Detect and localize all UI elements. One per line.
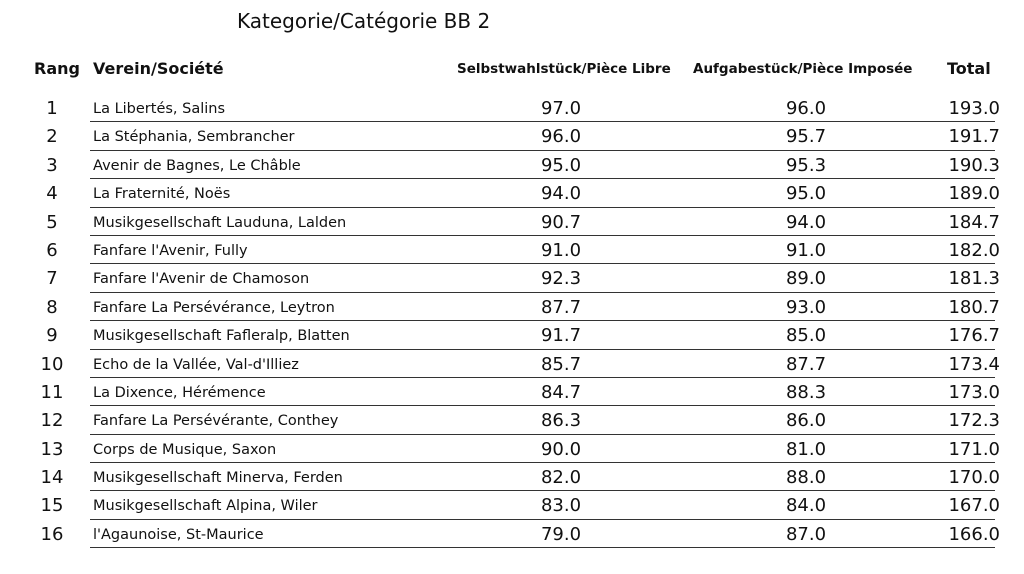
club-cell: Fanfare La Persévérante, Conthey [93, 413, 339, 430]
imposee-score-cell: 94.0 [785, 211, 827, 233]
imposee-score-cell: 87.7 [785, 353, 827, 375]
rank-cell: 14 [40, 467, 64, 489]
libre-score-cell: 83.0 [540, 495, 582, 517]
table-row [0, 463, 1024, 491]
libre-score-cell: 95.0 [540, 154, 582, 176]
libre-score-cell: 84.7 [540, 381, 582, 403]
imposee-score-cell: 86.0 [785, 410, 827, 432]
rank-cell: 10 [40, 353, 64, 375]
libre-score-cell: 85.7 [540, 353, 582, 375]
table-row [0, 94, 1024, 122]
table-row [0, 435, 1024, 463]
club-cell: Musikgesellschaft Minerva, Ferden [93, 470, 343, 487]
rank-cell: 6 [46, 239, 58, 261]
header-piece-libre: Selbstwahlstück/Pièce Libre [457, 61, 671, 77]
rank-cell: 4 [46, 183, 58, 205]
libre-score-cell: 91.0 [540, 239, 582, 261]
club-cell: Corps de Musique, Saxon [93, 441, 277, 458]
imposee-score-cell: 81.0 [785, 438, 827, 460]
header-total: Total [947, 59, 991, 78]
imposee-score-cell: 84.0 [785, 495, 827, 517]
header-piece-imposee: Aufgabestück/Pièce Imposée [693, 61, 913, 77]
imposee-score-cell: 87.0 [785, 523, 827, 545]
table-row [0, 179, 1024, 207]
imposee-score-cell: 95.7 [785, 126, 827, 148]
libre-score-cell: 86.3 [540, 410, 582, 432]
imposee-score-cell: 88.3 [785, 381, 827, 403]
imposee-score-cell: 91.0 [785, 239, 827, 261]
total-score-cell: 173.4 [948, 353, 1000, 375]
club-cell: La Libertés, Salins [93, 101, 226, 117]
table-row [0, 378, 1024, 406]
total-score-cell: 173.0 [948, 381, 1000, 403]
rank-cell: 13 [40, 438, 64, 460]
header-rank: Rang [34, 59, 80, 78]
imposee-score-cell: 85.0 [785, 325, 827, 347]
imposee-score-cell: 95.0 [785, 183, 827, 205]
club-cell: Musikgesellschaft Fafleralp, Blatten [93, 328, 350, 345]
club-cell: La Fraternité, Noës [93, 186, 231, 203]
rank-cell: 11 [40, 381, 64, 403]
rank-cell: 16 [40, 523, 64, 545]
total-score-cell: 193.0 [948, 98, 1000, 119]
table-row [0, 293, 1024, 321]
table-row [0, 491, 1024, 519]
table-row [0, 236, 1024, 264]
table-row [0, 264, 1024, 292]
club-cell: La Dixence, Hérémence [93, 384, 266, 401]
rank-cell: 5 [46, 211, 58, 233]
imposee-score-cell: 95.3 [785, 154, 827, 176]
libre-score-cell: 91.7 [540, 325, 582, 347]
rank-cell: 2 [46, 126, 58, 148]
libre-score-cell: 87.7 [540, 296, 582, 318]
table-row [0, 122, 1024, 150]
libre-score-cell: 82.0 [540, 467, 582, 489]
table-row [0, 520, 1024, 548]
rank-cell: 15 [40, 495, 64, 517]
club-cell: Fanfare La Persévérance, Leytron [93, 299, 335, 316]
libre-score-cell: 97.0 [540, 98, 582, 119]
rank-cell: 9 [46, 325, 58, 347]
libre-score-cell: 90.7 [540, 211, 582, 233]
club-cell: Fanfare l'Avenir, Fully [93, 242, 248, 259]
total-score-cell: 190.3 [948, 154, 1000, 176]
club-cell: l'Agaunoise, St-Maurice [93, 526, 264, 543]
club-cell: Fanfare l'Avenir de Chamoson [93, 271, 310, 288]
total-score-cell: 170.0 [948, 467, 1000, 489]
results-table [0, 94, 1024, 548]
total-score-cell: 191.7 [948, 126, 1000, 148]
row-divider [90, 547, 995, 548]
total-score-cell: 189.0 [948, 183, 1000, 205]
libre-score-cell: 96.0 [540, 126, 582, 148]
table-row [0, 321, 1024, 349]
total-score-cell: 181.3 [948, 268, 1000, 290]
total-score-cell: 184.7 [948, 211, 1000, 233]
club-cell: Echo de la Vallée, Val-d'Illiez [93, 356, 299, 373]
rank-cell: 3 [46, 154, 58, 176]
total-score-cell: 172.3 [948, 410, 1000, 432]
header-club: Verein/Société [93, 59, 224, 78]
club-cell: Musikgesellschaft Lauduna, Lalden [93, 214, 347, 231]
club-cell: Musikgesellschaft Alpina, Wiler [93, 498, 318, 515]
libre-score-cell: 92.3 [540, 268, 582, 290]
rank-cell: 8 [46, 296, 58, 318]
libre-score-cell: 94.0 [540, 183, 582, 205]
rank-cell: 12 [40, 410, 64, 432]
imposee-score-cell: 93.0 [785, 296, 827, 318]
table-row [0, 350, 1024, 378]
libre-score-cell: 90.0 [540, 438, 582, 460]
table-row [0, 406, 1024, 434]
imposee-score-cell: 88.0 [785, 467, 827, 489]
total-score-cell: 180.7 [948, 296, 1000, 318]
total-score-cell: 166.0 [948, 523, 1000, 545]
club-cell: Avenir de Bagnes, Le Châble [93, 157, 301, 174]
rank-cell: 7 [46, 268, 58, 290]
table-row [0, 208, 1024, 236]
club-cell: La Stéphania, Sembrancher [93, 129, 295, 146]
libre-score-cell: 79.0 [540, 523, 582, 545]
imposee-score-cell: 89.0 [785, 268, 827, 290]
total-score-cell: 167.0 [948, 495, 1000, 517]
page-title: Kategorie/Catégorie BB 2 [237, 9, 491, 33]
total-score-cell: 171.0 [948, 438, 1000, 460]
total-score-cell: 182.0 [948, 239, 1000, 261]
rank-cell: 1 [46, 98, 58, 119]
table-row [0, 151, 1024, 179]
imposee-score-cell: 96.0 [785, 98, 827, 119]
total-score-cell: 176.7 [948, 325, 1000, 347]
